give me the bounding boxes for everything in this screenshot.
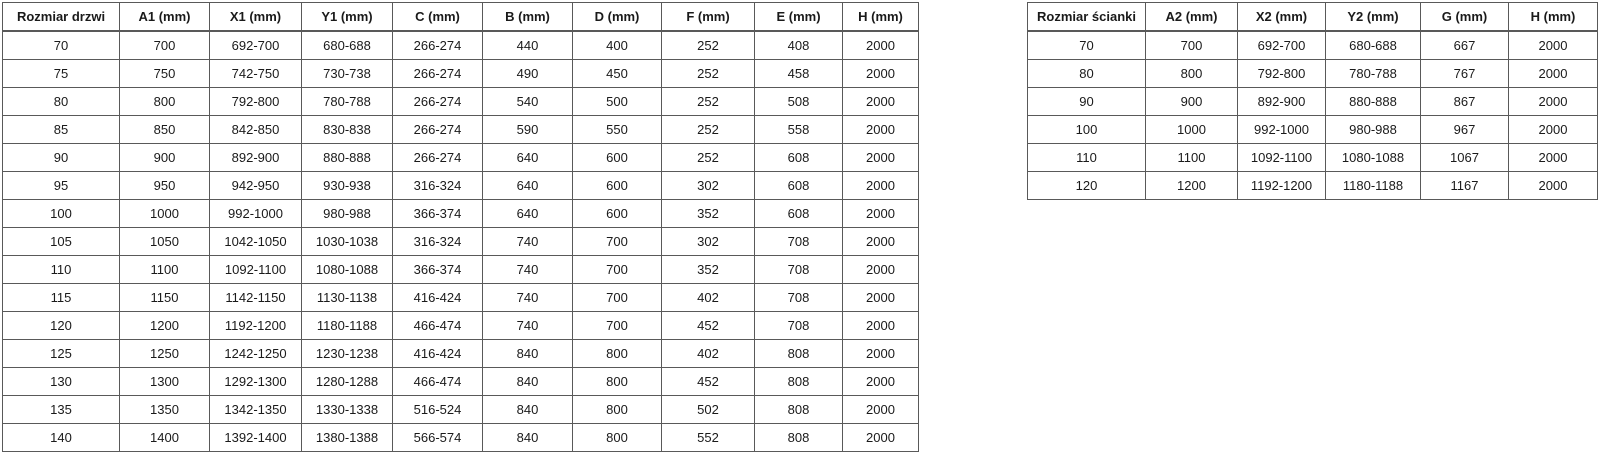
table-cell: 1192-1200 bbox=[210, 312, 302, 340]
table-cell: 500 bbox=[573, 88, 662, 116]
table-cell: 2000 bbox=[1509, 31, 1598, 60]
table-cell: 800 bbox=[573, 424, 662, 452]
table-cell: 2000 bbox=[1509, 144, 1598, 172]
table-cell: 140 bbox=[3, 424, 120, 452]
table-cell: 730-738 bbox=[302, 60, 393, 88]
wall-dimensions-table bbox=[1027, 2, 1598, 200]
table-cell: 540 bbox=[483, 88, 573, 116]
table-cell: 1300 bbox=[120, 368, 210, 396]
table-cell: 366-374 bbox=[393, 256, 483, 284]
table-cell: 110 bbox=[3, 256, 120, 284]
table-cell: 1180-1188 bbox=[302, 312, 393, 340]
table-row bbox=[3, 424, 919, 452]
table-cell: 980-988 bbox=[302, 200, 393, 228]
table-cell: 1142-1150 bbox=[210, 284, 302, 312]
header-cell: F (mm) bbox=[662, 3, 755, 32]
header-cell: G (mm) bbox=[1421, 3, 1509, 32]
table-cell: 1280-1288 bbox=[302, 368, 393, 396]
table-row bbox=[3, 256, 919, 284]
table-cell: 667 bbox=[1421, 31, 1509, 60]
table-cell: 90 bbox=[3, 144, 120, 172]
table-cell: 700 bbox=[120, 31, 210, 60]
table-row bbox=[3, 396, 919, 424]
table-cell: 466-474 bbox=[393, 312, 483, 340]
table-cell: 840 bbox=[483, 340, 573, 368]
table-cell: 120 bbox=[1028, 172, 1146, 200]
table-cell: 2000 bbox=[843, 424, 919, 452]
table-cell: 808 bbox=[755, 368, 843, 396]
table-cell: 1100 bbox=[1146, 144, 1238, 172]
table-cell: 700 bbox=[573, 284, 662, 312]
table-cell: 402 bbox=[662, 284, 755, 312]
table-cell: 416-424 bbox=[393, 340, 483, 368]
table-cell: 2000 bbox=[843, 60, 919, 88]
table-row bbox=[1028, 60, 1598, 88]
table-cell: 867 bbox=[1421, 88, 1509, 116]
table-cell: 1342-1350 bbox=[210, 396, 302, 424]
table-cell: 2000 bbox=[843, 200, 919, 228]
table-cell: 90 bbox=[1028, 88, 1146, 116]
table-cell: 780-788 bbox=[302, 88, 393, 116]
table-cell: 900 bbox=[1146, 88, 1238, 116]
table-cell: 708 bbox=[755, 312, 843, 340]
table-cell: 1100 bbox=[120, 256, 210, 284]
door-dimensions-table bbox=[2, 2, 919, 452]
table-cell: 302 bbox=[662, 228, 755, 256]
table-cell: 1192-1200 bbox=[1238, 172, 1326, 200]
table-cell: 708 bbox=[755, 228, 843, 256]
table-cell: 1350 bbox=[120, 396, 210, 424]
table-cell: 900 bbox=[120, 144, 210, 172]
table-cell: 992-1000 bbox=[1238, 116, 1326, 144]
table-cell: 490 bbox=[483, 60, 573, 88]
table-cell: 992-1000 bbox=[210, 200, 302, 228]
table-cell: 1242-1250 bbox=[210, 340, 302, 368]
table-cell: 880-888 bbox=[302, 144, 393, 172]
header-cell: Y1 (mm) bbox=[302, 3, 393, 32]
table-cell: 1200 bbox=[1146, 172, 1238, 200]
table-cell: 105 bbox=[3, 228, 120, 256]
table-cell: 792-800 bbox=[210, 88, 302, 116]
header-cell: Y2 (mm) bbox=[1326, 3, 1421, 32]
header-cell: H (mm) bbox=[843, 3, 919, 32]
table-cell: 1030-1038 bbox=[302, 228, 393, 256]
table-cell: 742-750 bbox=[210, 60, 302, 88]
table-row bbox=[3, 88, 919, 116]
table-cell: 110 bbox=[1028, 144, 1146, 172]
table-cell: 1230-1238 bbox=[302, 340, 393, 368]
table-cell: 800 bbox=[573, 340, 662, 368]
table-cell: 740 bbox=[483, 256, 573, 284]
table-cell: 70 bbox=[3, 31, 120, 60]
table-cell: 740 bbox=[483, 228, 573, 256]
table-cell: 416-424 bbox=[393, 284, 483, 312]
table-cell: 2000 bbox=[843, 144, 919, 172]
header-cell: C (mm) bbox=[393, 3, 483, 32]
table-cell: 100 bbox=[3, 200, 120, 228]
table-cell: 502 bbox=[662, 396, 755, 424]
table-cell: 2000 bbox=[843, 88, 919, 116]
table-cell: 692-700 bbox=[1238, 31, 1326, 60]
table-cell: 75 bbox=[3, 60, 120, 88]
table-cell: 352 bbox=[662, 256, 755, 284]
table-cell: 850 bbox=[120, 116, 210, 144]
table-cell: 1250 bbox=[120, 340, 210, 368]
table-cell: 967 bbox=[1421, 116, 1509, 144]
table-row bbox=[3, 116, 919, 144]
table-cell: 408 bbox=[755, 31, 843, 60]
table-cell: 266-274 bbox=[393, 144, 483, 172]
table-cell: 2000 bbox=[843, 31, 919, 60]
table-cell: 800 bbox=[573, 396, 662, 424]
table-cell: 452 bbox=[662, 368, 755, 396]
table-cell: 1292-1300 bbox=[210, 368, 302, 396]
table-cell: 750 bbox=[120, 60, 210, 88]
table-cell: 80 bbox=[1028, 60, 1146, 88]
table-cell: 892-900 bbox=[210, 144, 302, 172]
table-cell: 2000 bbox=[843, 172, 919, 200]
table-cell: 1200 bbox=[120, 312, 210, 340]
header-cell: B (mm) bbox=[483, 3, 573, 32]
table-cell: 1000 bbox=[1146, 116, 1238, 144]
table-cell: 840 bbox=[483, 368, 573, 396]
table-row bbox=[1028, 172, 1598, 200]
table-cell: 366-374 bbox=[393, 200, 483, 228]
table-cell: 950 bbox=[120, 172, 210, 200]
table-cell: 452 bbox=[662, 312, 755, 340]
table-cell: 700 bbox=[573, 228, 662, 256]
table-cell: 808 bbox=[755, 424, 843, 452]
table-cell: 80 bbox=[3, 88, 120, 116]
header-row bbox=[1028, 3, 1598, 32]
table-cell: 566-574 bbox=[393, 424, 483, 452]
table-row bbox=[3, 340, 919, 368]
table-cell: 558 bbox=[755, 116, 843, 144]
table-cell: 800 bbox=[1146, 60, 1238, 88]
table-cell: 608 bbox=[755, 172, 843, 200]
header-cell: A2 (mm) bbox=[1146, 3, 1238, 32]
table-cell: 316-324 bbox=[393, 172, 483, 200]
table-row bbox=[3, 368, 919, 396]
table-row bbox=[3, 200, 919, 228]
table-row bbox=[3, 144, 919, 172]
table-cell: 1130-1138 bbox=[302, 284, 393, 312]
table-cell: 1392-1400 bbox=[210, 424, 302, 452]
table-cell: 2000 bbox=[1509, 172, 1598, 200]
table-cell: 2000 bbox=[843, 228, 919, 256]
table-cell: 450 bbox=[573, 60, 662, 88]
table-cell: 440 bbox=[483, 31, 573, 60]
table-cell: 930-938 bbox=[302, 172, 393, 200]
table-cell: 1167 bbox=[1421, 172, 1509, 200]
table-cell: 550 bbox=[573, 116, 662, 144]
table-cell: 1400 bbox=[120, 424, 210, 452]
header-cell: Rozmiar ścianki bbox=[1028, 3, 1146, 32]
table-cell: 252 bbox=[662, 60, 755, 88]
table-row bbox=[3, 60, 919, 88]
table-cell: 808 bbox=[755, 340, 843, 368]
table-cell: 1050 bbox=[120, 228, 210, 256]
header-cell: X2 (mm) bbox=[1238, 3, 1326, 32]
table-cell: 640 bbox=[483, 200, 573, 228]
table-cell: 2000 bbox=[843, 284, 919, 312]
table-cell: 740 bbox=[483, 284, 573, 312]
table-row bbox=[3, 312, 919, 340]
table-cell: 352 bbox=[662, 200, 755, 228]
table-cell: 2000 bbox=[843, 340, 919, 368]
table-cell: 316-324 bbox=[393, 228, 483, 256]
table-cell: 1000 bbox=[120, 200, 210, 228]
table-cell: 516-524 bbox=[393, 396, 483, 424]
table-cell: 1150 bbox=[120, 284, 210, 312]
header-row bbox=[3, 3, 919, 32]
table-cell: 767 bbox=[1421, 60, 1509, 88]
table-cell: 266-274 bbox=[393, 116, 483, 144]
table-cell: 680-688 bbox=[1326, 31, 1421, 60]
table-cell: 942-950 bbox=[210, 172, 302, 200]
table-cell: 608 bbox=[755, 144, 843, 172]
table-cell: 840 bbox=[483, 424, 573, 452]
table-row bbox=[1028, 116, 1598, 144]
table-row bbox=[1028, 144, 1598, 172]
table-cell: 640 bbox=[483, 144, 573, 172]
table-cell: 842-850 bbox=[210, 116, 302, 144]
table-cell: 892-900 bbox=[1238, 88, 1326, 116]
table-cell: 100 bbox=[1028, 116, 1146, 144]
header-cell: D (mm) bbox=[573, 3, 662, 32]
table-cell: 808 bbox=[755, 396, 843, 424]
table-cell: 266-274 bbox=[393, 88, 483, 116]
table-cell: 130 bbox=[3, 368, 120, 396]
table-cell: 115 bbox=[3, 284, 120, 312]
table-cell: 402 bbox=[662, 340, 755, 368]
table-row bbox=[3, 284, 919, 312]
table-cell: 792-800 bbox=[1238, 60, 1326, 88]
table-cell: 1330-1338 bbox=[302, 396, 393, 424]
table-cell: 458 bbox=[755, 60, 843, 88]
table-cell: 70 bbox=[1028, 31, 1146, 60]
table-cell: 600 bbox=[573, 144, 662, 172]
table-cell: 608 bbox=[755, 200, 843, 228]
table-cell: 680-688 bbox=[302, 31, 393, 60]
table-row bbox=[3, 228, 919, 256]
table-cell: 708 bbox=[755, 284, 843, 312]
table-cell: 466-474 bbox=[393, 368, 483, 396]
table-cell: 508 bbox=[755, 88, 843, 116]
table-cell: 800 bbox=[573, 368, 662, 396]
table-cell: 2000 bbox=[843, 396, 919, 424]
table-cell: 840 bbox=[483, 396, 573, 424]
table-cell: 830-838 bbox=[302, 116, 393, 144]
table-cell: 135 bbox=[3, 396, 120, 424]
table-cell: 552 bbox=[662, 424, 755, 452]
table-cell: 2000 bbox=[1509, 116, 1598, 144]
table-cell: 266-274 bbox=[393, 31, 483, 60]
table-cell: 252 bbox=[662, 116, 755, 144]
table-cell: 692-700 bbox=[210, 31, 302, 60]
table-cell: 2000 bbox=[843, 256, 919, 284]
table-cell: 880-888 bbox=[1326, 88, 1421, 116]
table-cell: 85 bbox=[3, 116, 120, 144]
table-cell: 740 bbox=[483, 312, 573, 340]
table-cell: 252 bbox=[662, 88, 755, 116]
table-row bbox=[3, 31, 919, 60]
table-cell: 1080-1088 bbox=[1326, 144, 1421, 172]
table-row bbox=[1028, 31, 1598, 60]
table-cell: 1080-1088 bbox=[302, 256, 393, 284]
table-cell: 780-788 bbox=[1326, 60, 1421, 88]
table-cell: 266-274 bbox=[393, 60, 483, 88]
table-cell: 700 bbox=[573, 256, 662, 284]
table-cell: 2000 bbox=[1509, 88, 1598, 116]
table-cell: 252 bbox=[662, 31, 755, 60]
header-cell: X1 (mm) bbox=[210, 3, 302, 32]
table-cell: 2000 bbox=[843, 312, 919, 340]
table-cell: 700 bbox=[573, 312, 662, 340]
table-cell: 700 bbox=[1146, 31, 1238, 60]
table-cell: 95 bbox=[3, 172, 120, 200]
table-cell: 708 bbox=[755, 256, 843, 284]
table-cell: 302 bbox=[662, 172, 755, 200]
header-cell: Rozmiar drzwi bbox=[3, 3, 120, 32]
table-cell: 120 bbox=[3, 312, 120, 340]
table-cell: 252 bbox=[662, 144, 755, 172]
table-cell: 1180-1188 bbox=[1326, 172, 1421, 200]
table-cell: 1042-1050 bbox=[210, 228, 302, 256]
table-cell: 1092-1100 bbox=[210, 256, 302, 284]
table-cell: 600 bbox=[573, 200, 662, 228]
header-cell: A1 (mm) bbox=[120, 3, 210, 32]
table-cell: 125 bbox=[3, 340, 120, 368]
table-cell: 2000 bbox=[843, 116, 919, 144]
table-cell: 600 bbox=[573, 172, 662, 200]
table-cell: 1067 bbox=[1421, 144, 1509, 172]
table-cell: 2000 bbox=[1509, 60, 1598, 88]
table-cell: 1380-1388 bbox=[302, 424, 393, 452]
table-cell: 800 bbox=[120, 88, 210, 116]
header-cell: H (mm) bbox=[1509, 3, 1598, 32]
table-cell: 400 bbox=[573, 31, 662, 60]
table-cell: 640 bbox=[483, 172, 573, 200]
table-cell: 590 bbox=[483, 116, 573, 144]
table-row bbox=[3, 172, 919, 200]
header-cell: E (mm) bbox=[755, 3, 843, 32]
table-cell: 980-988 bbox=[1326, 116, 1421, 144]
table-row bbox=[1028, 88, 1598, 116]
table-cell: 2000 bbox=[843, 368, 919, 396]
table-cell: 1092-1100 bbox=[1238, 144, 1326, 172]
